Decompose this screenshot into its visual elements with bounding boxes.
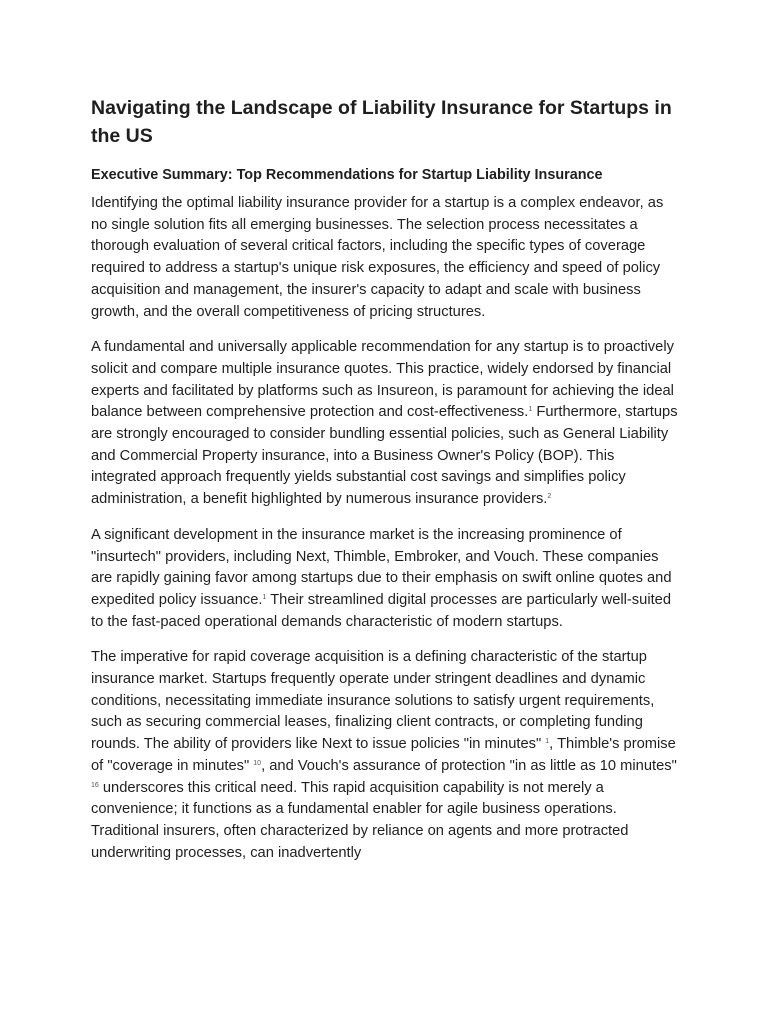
footnote-ref: 1 [545,738,550,746]
footnote-ref: 1 [262,593,267,601]
footnote-ref: 10 [253,759,262,767]
footnote-ref: 1 [528,406,533,414]
paragraph-4-text-a: The imperative for rapid coverage acquisition is a defining characteristic of the startup insurance market. Startups frequently operate under stringent deadlines and dynamic conditions, necessitating immediate insurance solutions to satisfy urgent requirements, such as securing commercial leases, finalizing client contracts, or completing funding rounds. The ability of providers like Next to issue policies "in minutes" [91,649,655,753]
footnote-ref: 16 [91,781,99,789]
paragraph-4-text-d: underscores this critical need. This rapid acquisition capability is not merely a convenience; it functions as a fundamental enabler for agile business operations. Traditional insurers, often characterized by reliance on agents and more protracted underwriting processes, can inadvertently [91,779,629,861]
paragraph-2-text-a: A fundamental and universally applicable recommendation for any startup is to proactively solicit and compare multiple insurance quotes. This practice, widely endorsed by financial experts and facilitated by platforms such as Insureon, is paramount for achieving the ideal balance between comprehensive protection and cost-effectiveness. [91,339,674,421]
paragraph-4-text-b: , Thimble's promise of "coverage in minutes" [91,736,676,774]
section-heading: Executive Summary: Top Recommendations for Startup Liability Insurance [91,167,603,183]
paragraph-3 [91,525,681,634]
document-title: Navigating the Landscape of Liability Insurance for Startups in the US [91,97,672,147]
paragraph-1 [91,193,681,323]
paragraph-4-text-c: , and Vouch's assurance of protection "in as little as 10 minutes" [261,757,677,774]
paragraph-4 [91,647,681,864]
document-page [91,94,681,864]
paragraph-2 [91,337,681,511]
paragraph-3-text-b: Their streamlined digital processes are particularly well-suited to the fast-paced operational demands characteristic of modern startups. [91,591,671,630]
paragraph-3-text-a: A significant development in the insurance market is the increasing prominence of "insurtech" providers, including Next, Thimble, Embroker, and Vouch. These companies are rapidly gaining favor among startups due to their emphasis on swift online quotes and expedited policy issuance. [91,526,672,608]
paragraph-1-text: Identifying the optimal liability insurance provider for a startup is a complex endeavor, as no single solution fits all emerging businesses. The selection process necessitates a thorough evaluation of several critical factors, including the specific types of coverage required to address a startup's unique risk exposures, the efficiency and speed of policy acquisition and management, the insurer's capacity to adapt and scale with business growth, and the overall competitiveness of pricing structures. [91,195,664,320]
footnote-ref: 2 [547,493,552,501]
paragraph-2-text-b: Furthermore, startups are strongly encouraged to consider bundling essential policies, such as General Liability and Commercial Property insurance, into a Business Owner's Policy (BOP). This integrated approach frequently yields substantial cost savings and simplifies policy administration, a benefit highlighted by numerous insurance providers. [91,404,678,508]
